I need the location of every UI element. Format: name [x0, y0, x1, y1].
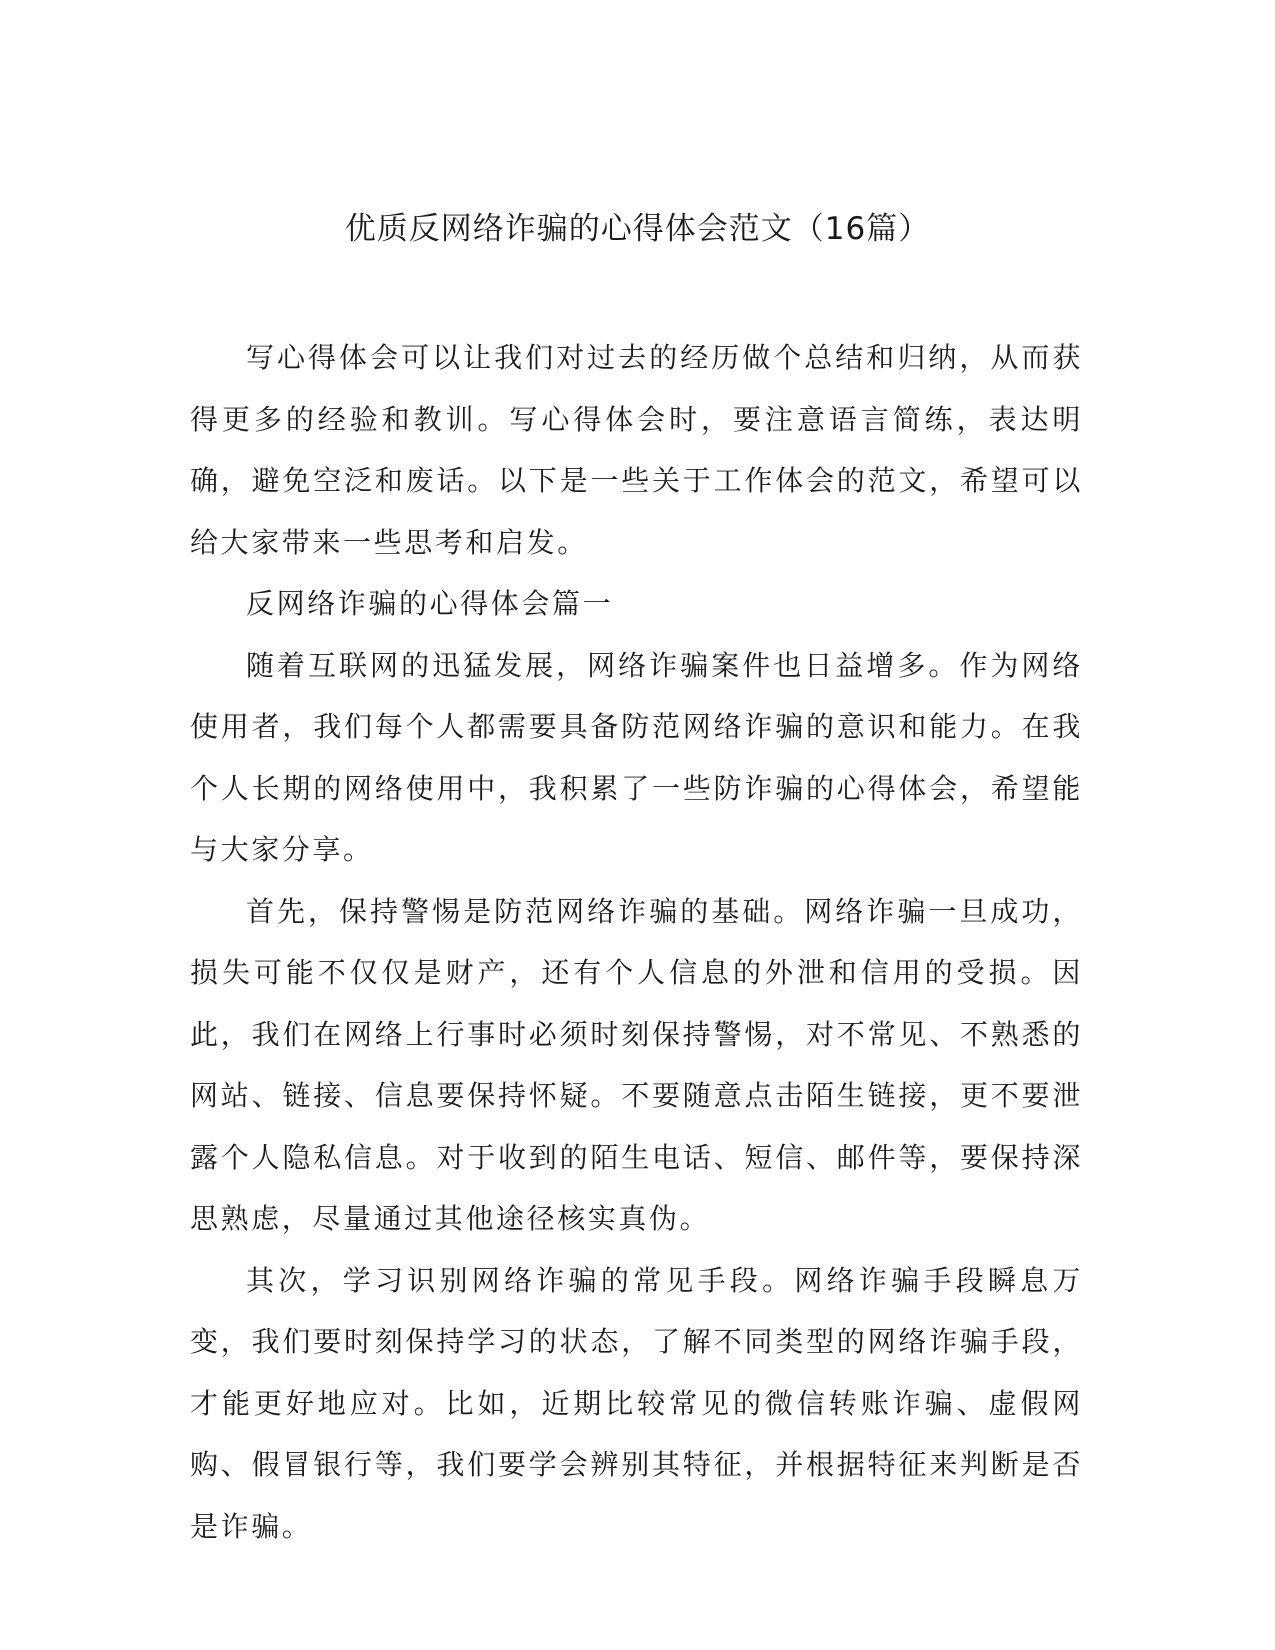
- body-paragraph: 其次，学习识别网络诈骗的常见手段。网络诈骗手段瞬息万变，我们要时刻保持学习的状态，了解不同类型的网络诈骗手段，才能更好地应对。比如，近期比较常见的微信转账诈骗、虚假网购、假冒银行等，我们要学会辨别其特征，并根据特征来判断是否是诈骗。: [190, 1263, 1083, 1543]
- section-heading: 反网络诈骗的心得体会篇一: [246, 587, 614, 620]
- intro-paragraph: 写心得体会可以让我们对过去的经历做个总结和归纳，从而获得更多的经验和教训。写心得体会时，要注意语言简练，表达明确，避免空泛和废话。以下是一些关于工作体会的范文，希望可以给大家带来一些思考和启发。: [190, 341, 1083, 559]
- document-body: [190, 327, 1083, 1557]
- body-paragraph: 首先，保持警惕是防范网络诈骗的基础。网络诈骗一旦成功，损失可能不仅仅是财产，还有个人信息的外泄和信用的受损。因此，我们在网络上行事时必须时刻保持警惕，对不常见、不熟悉的网站、链接、信息要保持怀疑。不要随意点击陌生链接，更不要泄露个人隐私信息。对于收到的陌生电话、短信、邮件等，要保持深思熟虑，尽量通过其他途径核实真伪。: [190, 894, 1083, 1235]
- document-title: 优质反网络诈骗的心得体会范文（16篇）: [344, 211, 931, 247]
- body-paragraph: 随着互联网的迅猛发展，网络诈骗案件也日益增多。作为网络使用者，我们每个人都需要具备防范网络诈骗的意识和能力。在我个人长期的网络使用中，我积累了一些防诈骗的心得体会，希望能与大家分享。: [190, 648, 1083, 866]
